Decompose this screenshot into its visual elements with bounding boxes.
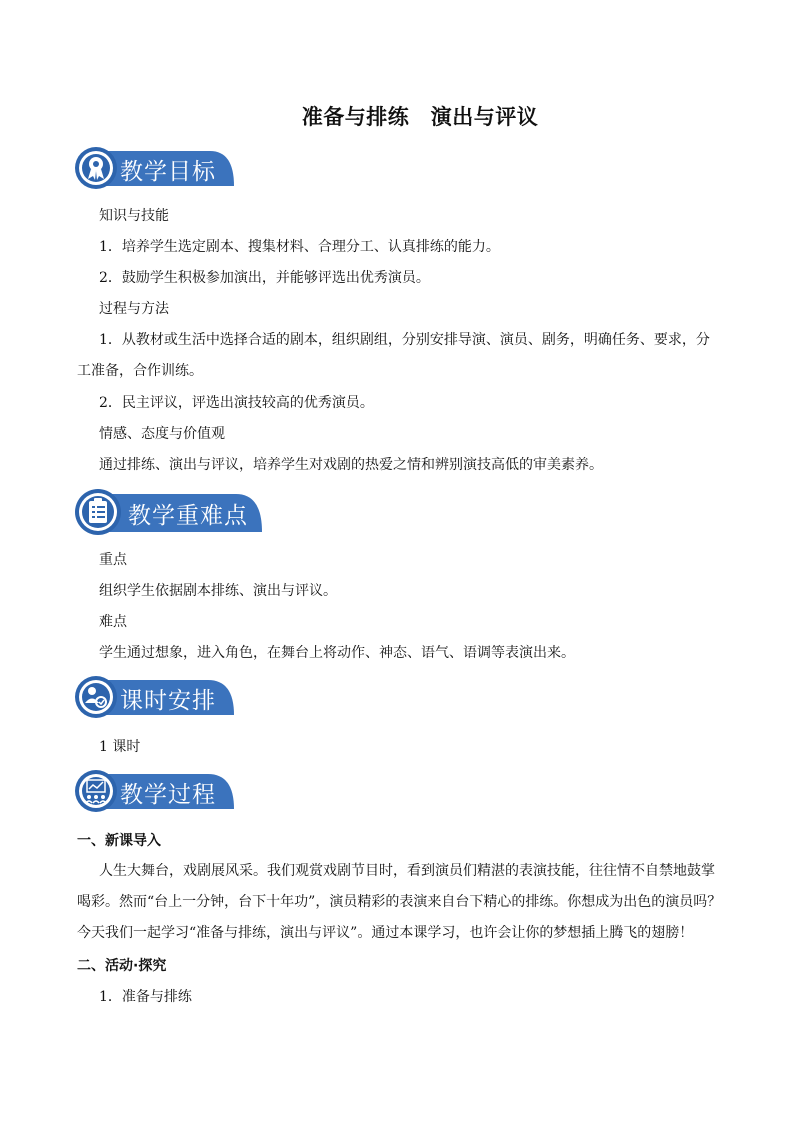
list-item: 1．培养学生选定剧本、搜集材料、合理分工、认真排练的能力。 (99, 239, 500, 255)
list-item: 1．从教材或生活中选择合适的剧本，组织剧组，分别安排导演、演员、剧务，明确任务、要求，分工准备，合作训练。 (77, 332, 710, 379)
banner-title: 教学过程 (120, 782, 216, 808)
list-item: 1．准备与排练 (99, 989, 192, 1005)
chart-presentation-icon (74, 769, 118, 813)
process-banner (74, 769, 236, 815)
sub-heading: 难点 (99, 614, 127, 630)
section-heading: 二、活动·探究 (77, 958, 167, 974)
section-heading: 一、新课导入 (77, 833, 161, 849)
banner-title: 教学重难点 (128, 503, 248, 529)
objectives-banner (74, 146, 236, 192)
key-points-banner (74, 488, 264, 534)
people-icon (74, 675, 118, 719)
list-item: 1 课时 (99, 739, 141, 755)
list-item: 组织学生依据剧本排练、演出与评议。 (99, 583, 337, 599)
list-item: 2．民主评议，评选出演技较高的优秀演员。 (99, 395, 374, 411)
page-title: 准备与排练 演出与评议 (301, 105, 539, 129)
list-item: 学生通过想象，进入角色，在舞台上将动作、神态、语气、语调等表演出来。 (99, 645, 575, 661)
banner-title: 课时安排 (120, 688, 216, 714)
list-item: 通过排练、演出与评议，培养学生对戏剧的热爱之情和辨别演技高低的审美素养。 (99, 457, 603, 473)
sub-heading: 情感、态度与价值观 (99, 426, 225, 442)
sub-heading: 过程与方法 (99, 301, 169, 317)
schedule-banner (74, 675, 236, 721)
sub-heading: 重点 (99, 552, 127, 568)
award-icon (74, 146, 118, 190)
paragraph: 人生大舞台，戏剧展风采。我们观赏戏剧节目时，看到演员们精湛的表演技能，往往情不自禁地鼓掌喝彩。然而“台上一分钟，台下十年功”，演员精彩的表演来自台下精心的排练。你想成为出色的演员吗？今天我们一起学习“准备与排练，演出与评议”。通过本课学习，也许会让你的梦想插上腾飞的翅膀！ (77, 863, 722, 941)
clipboard-icon (74, 488, 122, 536)
banner-title: 教学目标 (120, 159, 216, 185)
sub-heading: 知识与技能 (99, 208, 169, 224)
list-item: 2．鼓励学生积极参加演出，并能够评选出优秀演员。 (99, 270, 430, 286)
